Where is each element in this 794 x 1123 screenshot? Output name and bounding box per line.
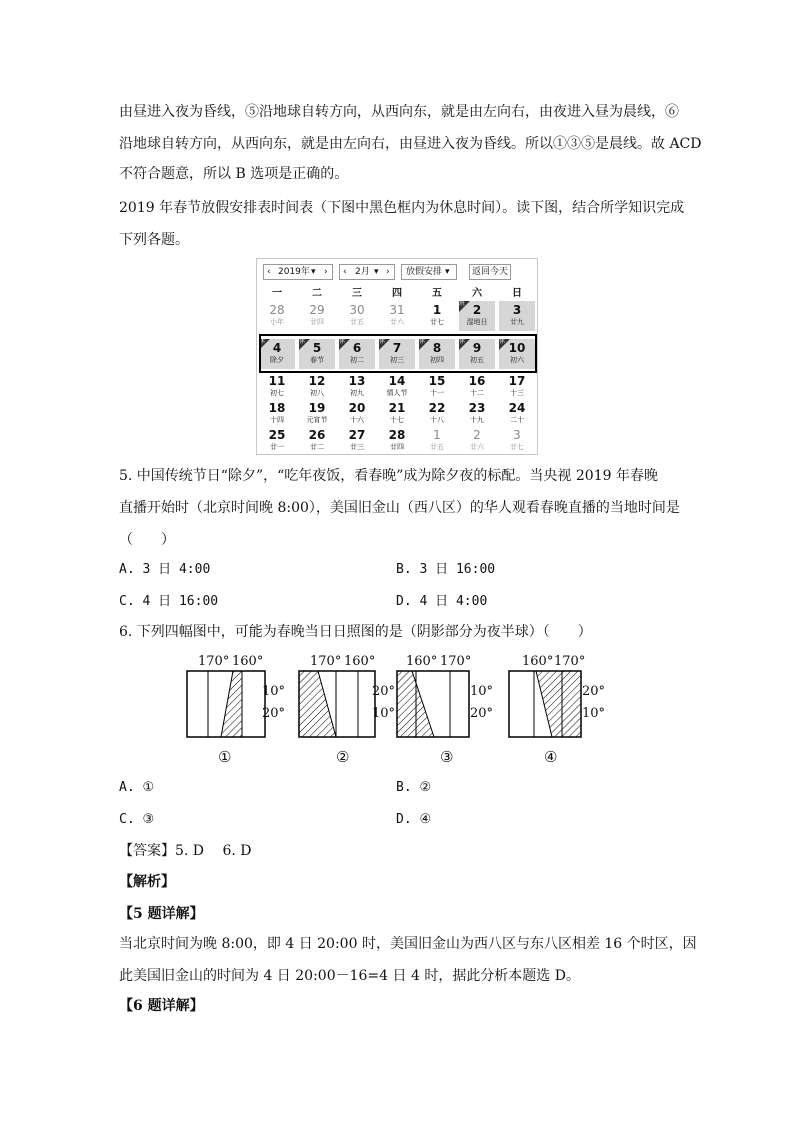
calendar-day[interactable] — [419, 372, 455, 402]
diagram-label-top-right: 170° — [554, 654, 586, 669]
q5-line-2: 直播开始时（北京时间晚 8:00），美国旧金山（西八区）的华人观看春晚直播的当地时间是 — [119, 500, 680, 516]
day-number: 2 — [472, 303, 482, 317]
day-badge-label: 班 — [459, 300, 466, 307]
day-number: 15 — [428, 374, 446, 388]
month-select[interactable]: ‹ 2月 ▾ › — [339, 264, 395, 280]
diagram-label-top-right: 170° — [440, 654, 472, 669]
diagram-number: ③ — [440, 748, 454, 766]
day-number: 26 — [308, 428, 326, 442]
diagram-graphic — [396, 670, 476, 740]
lunar-date-label: 初九 — [350, 389, 364, 397]
day-number: 19 — [308, 401, 326, 415]
lunar-date-label: 情人节 — [386, 389, 408, 397]
sunlight-diagram-1 — [186, 654, 286, 766]
day-number: 28 — [269, 303, 285, 317]
lunar-date-label: 廿三 — [350, 443, 364, 451]
day-number: 1 — [433, 428, 441, 442]
q5-line-3: （ ） — [119, 532, 175, 548]
q5-option-d[interactable]: D. 4 日 4:00 — [396, 594, 488, 609]
diagram-graphic — [186, 670, 266, 740]
lunar-date-label: 廿七 — [510, 443, 524, 451]
calendar-day[interactable] — [299, 372, 335, 402]
diagram-label-top-left: 160° — [406, 654, 438, 669]
lunar-date-label: 十二 — [470, 389, 484, 397]
year-select-label: 2019年 — [278, 267, 310, 277]
weekday-label: 三 — [352, 288, 362, 299]
sunlight-diagram-2 — [298, 654, 398, 766]
lunar-date-label: 十三 — [510, 389, 524, 397]
q6-option-c[interactable]: C. ③ — [119, 812, 155, 827]
calendar-day[interactable] — [339, 399, 375, 429]
day-number: 14 — [388, 374, 406, 388]
holiday-select-label: 放假安排 — [406, 267, 443, 277]
diagram-graphic — [298, 670, 378, 740]
weekday-label: 四 — [392, 288, 402, 299]
diagram-label-top-left: 170° — [310, 654, 342, 669]
diagram-label-side-bottom: 20° — [262, 706, 286, 721]
text-line-2: 沿地球自转方向，从西向东，就是由左向右，由昼进入夜为昏线。所以①③⑤是晨线。故 ACD — [119, 136, 702, 152]
q5-option-b[interactable]: B. 3 日 16:00 — [396, 562, 496, 577]
diagram-number: ④ — [544, 748, 558, 766]
lunar-date-label: 春节 — [310, 356, 324, 364]
day-number: 25 — [268, 428, 286, 442]
day-number: 31 — [389, 303, 405, 317]
calendar-day[interactable] — [459, 301, 495, 331]
calendar-day[interactable] — [499, 301, 535, 331]
lunar-date-label: 十八 — [430, 416, 444, 424]
lunar-date-label: 十九 — [470, 416, 484, 424]
chevron-down-icon: ▾ — [374, 267, 379, 277]
q5-detail-heading: 【5 题详解】 — [119, 906, 204, 922]
lunar-date-label: 小年 — [270, 318, 284, 326]
day-number: 6 — [352, 341, 362, 355]
lunar-date-label: 廿六 — [390, 318, 404, 326]
month-select-label: 2月 — [355, 267, 370, 277]
day-number: 13 — [348, 374, 366, 388]
text-line-3: 不符合题意，所以 B 选项是正确的。 — [119, 166, 349, 182]
diagram-label-side-bottom: 10° — [582, 706, 606, 721]
lunar-date-label: 初三 — [390, 356, 404, 364]
lunar-date-label: 湿地日 — [466, 318, 488, 326]
calendar-day[interactable] — [379, 301, 415, 331]
diagram-label-side-top: 20° — [582, 684, 606, 699]
calendar-day[interactable] — [339, 372, 375, 402]
calendar-day[interactable] — [299, 399, 335, 429]
lunar-date-label: 除夕 — [270, 356, 284, 364]
day-number: 21 — [388, 401, 406, 415]
calendar-day[interactable] — [259, 301, 295, 331]
day-number: 20 — [348, 401, 366, 415]
day-number: 28 — [388, 428, 406, 442]
day-number: 17 — [508, 374, 526, 388]
day-number: 2 — [473, 428, 481, 442]
diagram-label-top-left: 170° — [198, 654, 230, 669]
q6-option-b[interactable]: B. ② — [396, 780, 432, 795]
day-number: 11 — [268, 374, 286, 388]
q6-stem: 6. 下列四幅图中，可能为春晚当日日照图的是（阴影部分为夜半球）（ ） — [119, 624, 592, 640]
diagram-number: ① — [218, 748, 232, 766]
lunar-date-label: 廿四 — [390, 443, 404, 451]
day-number: 5 — [312, 341, 322, 355]
diagram-label-top-left: 160° — [522, 654, 554, 669]
day-number: 29 — [309, 303, 325, 317]
lunar-date-label: 二十 — [510, 416, 524, 424]
lunar-date-label: 初二 — [350, 356, 364, 364]
day-badge-label: 休 — [499, 338, 506, 345]
text-line-4: 2019 年春节放假安排表时间表（下图中黑色框内为休息时间）。读下图，结合所学知识完成 — [119, 200, 685, 216]
day-number: 27 — [348, 428, 366, 442]
day-number: 22 — [428, 401, 446, 415]
day-number: 8 — [432, 341, 442, 355]
diagram-graphic — [508, 670, 588, 740]
diagram-label-side-top: 20° — [372, 684, 396, 699]
lunar-date-label: 廿五 — [430, 443, 444, 451]
calendar-day[interactable] — [459, 372, 495, 402]
day-badge-label: 休 — [339, 338, 346, 345]
weekday-label: 六 — [472, 288, 482, 299]
calendar-day[interactable] — [379, 426, 415, 456]
calendar-day[interactable] — [499, 399, 535, 429]
day-number: 16 — [468, 374, 486, 388]
text-line-5: 下列各题。 — [119, 232, 189, 248]
calendar-day[interactable] — [499, 372, 535, 402]
sunlight-diagram-3 — [396, 654, 496, 766]
lunar-date-label: 廿六 — [470, 443, 484, 451]
day-number: 9 — [472, 341, 482, 355]
calendar-day[interactable] — [339, 301, 375, 331]
calendar-day[interactable] — [379, 399, 415, 429]
holiday-select[interactable] — [401, 264, 457, 280]
day-badge-label: 休 — [259, 338, 266, 345]
calendar-day[interactable] — [459, 426, 495, 456]
weekday-label: 二 — [312, 288, 322, 299]
lunar-date-label: 初五 — [470, 356, 484, 364]
today-button[interactable] — [469, 264, 511, 280]
text-line-1: 由昼进入夜为昏线，⑤沿地球自转方向，从西向东，就是由左向右，由夜进入昼为晨线，⑥ — [119, 104, 679, 120]
q5-option-a[interactable]: A. 3 日 4:00 — [119, 562, 211, 577]
day-number: 12 — [308, 374, 326, 388]
today-button-label: 返回今天 — [471, 267, 508, 277]
calendar-day[interactable] — [299, 301, 335, 331]
day-number: 3 — [512, 303, 522, 317]
chevron-down-icon: ▾ — [445, 267, 450, 277]
weekday-label: 一 — [272, 288, 282, 299]
year-select[interactable]: ‹ 2019年 ▾ › — [263, 264, 333, 280]
calendar-day[interactable] — [339, 426, 375, 456]
q5-detail-line-1: 当北京时间为晚 8:00，即 4 日 20:00 时，美国旧金山为西八区与东八区相差 16 个时区，因 — [119, 936, 697, 952]
day-badge-label: 休 — [419, 338, 426, 345]
chevron-down-icon: ▾ — [311, 267, 316, 277]
holiday-week-frame — [259, 334, 537, 373]
calendar-day[interactable] — [259, 372, 295, 402]
day-number: 24 — [508, 401, 526, 415]
day-number: 3 — [513, 428, 521, 442]
day-number: 7 — [392, 341, 402, 355]
diagram-label-side-top: 10° — [470, 684, 494, 699]
diagram-label-side-bottom: 10° — [372, 706, 396, 721]
lunar-date-label: 初四 — [430, 356, 444, 364]
day-number: 10 — [508, 341, 526, 355]
day-badge-label: 休 — [379, 338, 386, 345]
q5-detail-line-2: 此美国旧金山的时间为 4 日 20:00－16=4 日 4 时，据此分析本题选 D。 — [119, 968, 580, 984]
day-number: 30 — [349, 303, 365, 317]
analysis-heading: 【解析】 — [119, 874, 175, 890]
lunar-date-label: 初六 — [510, 356, 524, 364]
diagram-label-side-top: 10° — [262, 684, 286, 699]
diagram-label-top-right: 160° — [232, 654, 264, 669]
q6-option-a[interactable]: A. ① — [119, 780, 155, 795]
q6-detail-heading: 【6 题详解】 — [119, 998, 204, 1014]
day-badge-label: 休 — [459, 338, 466, 345]
lunar-date-label: 廿五 — [350, 318, 364, 326]
lunar-date-label: 十七 — [390, 416, 404, 424]
answer-line: 【答案】5. D 6. D — [119, 843, 252, 859]
calendar-day[interactable] — [499, 426, 535, 456]
diagram-label-top-right: 160° — [344, 654, 376, 669]
day-number: 1 — [432, 303, 442, 317]
lunar-date-label: 初八 — [310, 389, 324, 397]
lunar-date-label: 廿四 — [310, 318, 324, 326]
lunar-date-label: 廿七 — [430, 318, 444, 326]
calendar-day[interactable] — [259, 399, 295, 429]
lunar-date-label: 十一 — [430, 389, 444, 397]
day-badge-label: 休 — [299, 338, 306, 345]
day-number: 18 — [268, 401, 286, 415]
weekday-label: 日 — [512, 288, 522, 299]
q5-option-c[interactable]: C. 4 日 16:00 — [119, 594, 219, 609]
lunar-date-label: 十四 — [270, 416, 284, 424]
day-number: 4 — [272, 341, 282, 355]
lunar-date-label: 廿二 — [310, 443, 324, 451]
q6-option-d[interactable]: D. ④ — [396, 812, 432, 827]
holiday-calendar — [256, 258, 538, 455]
calendar-day[interactable] — [419, 426, 455, 456]
lunar-date-label: 十六 — [350, 416, 364, 424]
calendar-day[interactable] — [459, 399, 495, 429]
lunar-date-label: 元宵节 — [306, 416, 328, 424]
calendar-day[interactable] — [379, 372, 415, 402]
day-number: 23 — [468, 401, 486, 415]
diagram-number: ② — [336, 748, 350, 766]
sunlight-diagram-4 — [508, 654, 608, 766]
calendar-day[interactable] — [419, 399, 455, 429]
calendar-day[interactable] — [419, 301, 455, 331]
q5-line-1: 5. 中国传统节日“除夕”，“吃年夜饭，看春晚”成为除夕夜的标配。当央视 2019 年春晚 — [119, 468, 658, 484]
calendar-day[interactable] — [299, 426, 335, 456]
diagram-label-side-bottom: 20° — [470, 706, 494, 721]
weekday-header — [257, 284, 537, 298]
calendar-day[interactable] — [259, 426, 295, 456]
weekday-label: 五 — [432, 288, 442, 299]
lunar-date-label: 廿九 — [510, 318, 524, 326]
lunar-date-label: 廿一 — [270, 443, 284, 451]
lunar-date-label: 初七 — [270, 389, 284, 397]
